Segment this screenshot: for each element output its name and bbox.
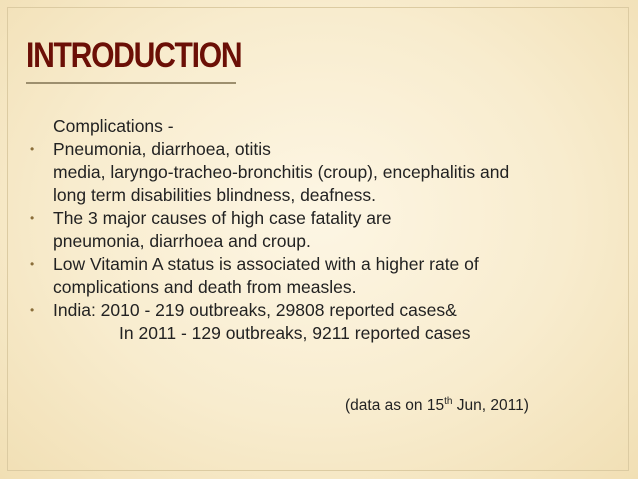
bullet-line: India: 2010 - 219 outbreaks, 29808 reported cases& bbox=[53, 300, 457, 320]
bullet-icon: • bbox=[30, 211, 35, 225]
complications-heading bbox=[53, 115, 628, 138]
note-prefix: (data as on 15 bbox=[345, 397, 445, 414]
bullet-icon: • bbox=[30, 142, 35, 156]
data-date-note bbox=[345, 396, 529, 415]
bullet-line: complications and death from measles. bbox=[53, 277, 357, 297]
bullet-item-fatality bbox=[30, 207, 628, 253]
slide-title: INTRODUCTION bbox=[26, 36, 242, 75]
bullet-icon: • bbox=[30, 257, 35, 271]
india-2011-text: In 2011 - 129 outbreaks, 9211 reported cases bbox=[119, 323, 471, 343]
note-superscript: th bbox=[444, 396, 453, 407]
title-underline bbox=[26, 82, 236, 84]
complications-heading-text: Complications - bbox=[53, 116, 174, 136]
bullet-line: Low Vitamin A status is associated with a higher rate of bbox=[53, 254, 479, 274]
slide-content bbox=[30, 115, 628, 345]
bullet-item-complications bbox=[30, 138, 628, 207]
bullet-line: Pneumonia, diarrhoea, otitis bbox=[53, 139, 271, 159]
bullet-line: long term disabilities blindness, deafness. bbox=[53, 185, 376, 205]
bullet-item-vitamin-a bbox=[30, 253, 628, 299]
bullet-icon: • bbox=[30, 303, 35, 317]
bullet-item-india bbox=[30, 299, 628, 322]
note-suffix: Jun, 2011) bbox=[452, 397, 529, 414]
bullet-line: media, laryngo-tracheo-bronchitis (croup), encephalitis and bbox=[53, 162, 510, 182]
bullet-line: pneumonia, diarrhoea and croup. bbox=[53, 231, 311, 251]
india-2011-line bbox=[53, 322, 628, 345]
bullet-line: The 3 major causes of high case fatality are bbox=[53, 208, 392, 228]
